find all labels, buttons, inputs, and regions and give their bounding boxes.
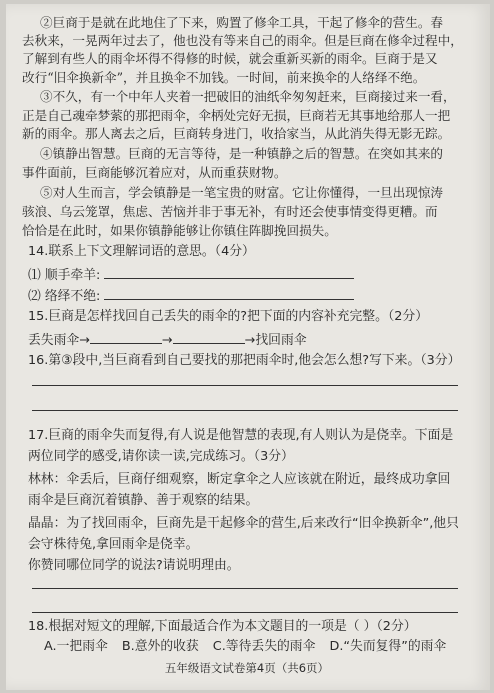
question-14: 14.联系上下文理解词语的意思。（4分）: [28, 244, 255, 259]
passage-line: ②巨商于是就在此地住了下来，购置了修伞工具，干起了修伞的营生。春: [40, 15, 443, 30]
question-17-prompt: 你赞同哪位同学的说法?请说明理由。: [28, 558, 240, 573]
answer-blank[interactable]: [104, 265, 354, 279]
passage-line: 新的雨伞。那人离去之后，巨商转身进门，收拾家当，从此消失得无影无踪。: [22, 126, 451, 141]
chain-end: →找回雨伞: [244, 333, 307, 348]
option-b[interactable]: B.意外的收获: [121, 639, 199, 654]
question-14-item-1: [28, 265, 480, 284]
passage-line: 骇浪、乌云笼罩，焦虑、苦恼并非于事无补，有时还会使事情变得更糟。而: [22, 204, 438, 219]
passage-line: 正是自己魂牵梦萦的那把雨伞，伞柄处完好无损，巨商若无其事地给那人一把: [22, 108, 451, 123]
question-16: 16.第③段中,当巨商看到自己要找的那把雨伞时,他会怎么想?写下来。（3分）: [28, 353, 461, 368]
option-a[interactable]: A.一把雨伞: [44, 639, 108, 654]
passage-line: 去秋来，一晃两年过去了，他也没有等来自己的雨伞。但是巨商在修伞过程中，: [22, 33, 463, 48]
passage-line: 了解到有些人的雨伞坏得不得修的时候，就会重新买新的雨伞。巨商于是又: [22, 51, 438, 66]
answer-blank[interactable]: [90, 330, 162, 344]
chain-start: 丢失雨伞→: [28, 333, 90, 348]
answer-blank[interactable]: [104, 286, 354, 300]
jingjing-opinion: 会守株待兔,拿回雨伞是侥幸。: [28, 537, 199, 552]
answer-line[interactable]: [32, 410, 458, 411]
option-d[interactable]: D.“失而复得”的雨伞: [329, 639, 447, 654]
term-label: ⑵ 络绎不绝:: [28, 289, 101, 304]
question-14-item-2: [28, 286, 480, 305]
term-label: ⑴ 顺手牵羊:: [28, 268, 101, 283]
answer-blank[interactable]: [173, 330, 245, 344]
question-17: 17.巨商的雨伞失而复得,有人说是他智慧的表现,有人则认为是侥幸。下面是: [28, 428, 454, 443]
question-17: 两位同学的感受,请你读一读,完成练习。（3分）: [28, 449, 294, 464]
passage-line: 改行“旧伞换新伞”，并且换伞不加钱。一时间，前来换伞的人络绎不绝。: [22, 70, 426, 85]
question-15-chain: [28, 330, 480, 349]
option-c[interactable]: C.等待丢失的雨伞: [212, 639, 316, 654]
passage-line: ⑤对人生而言，学会镇静是一笔宝贵的财富。它让你懂得，一旦出现惊涛: [40, 185, 443, 200]
answer-line[interactable]: [32, 385, 458, 386]
linlin-opinion: 林林：伞丢后，巨商仔细观察，断定拿伞之人应该就在附近，最终成功拿回: [28, 472, 451, 487]
question-18: 18.根据对短文的理解,下面最适合作为本文题目的一项是（ ）（2分）: [28, 619, 417, 634]
page-footer: 五年级语文试卷第4页（共6页）: [164, 661, 330, 675]
question-18-options: [44, 638, 480, 655]
passage-line: 事件面前，巨商能够沉着应对，从而重获财物。: [22, 165, 287, 180]
chain-arrow: →: [161, 333, 173, 348]
linlin-opinion: 雨伞是巨商沉着镇静、善于观察的结果。: [28, 493, 259, 508]
passage-line: ③不久，有一个中年人夹着一把破旧的油纸伞匆匆赶来，巨商接过来一看，: [40, 89, 456, 104]
question-15: 15.巨商是怎样找回自己丢失的雨伞的?把下面的内容补充完整。（2分）: [28, 309, 428, 324]
answer-line[interactable]: [32, 612, 458, 613]
answer-line[interactable]: [32, 588, 458, 589]
passage-line: 恰恰是在此时，如果你镇静能够让你镇住阵脚挽回损失。: [22, 223, 337, 238]
jingjing-opinion: 晶晶：为了找回雨伞，巨商先是干起修伞的营生,后来改行“旧伞换新伞”,他只: [28, 516, 459, 531]
passage-line: ④镇静出智慧。巨商的无言等待，是一种镇静之后的智慧。在突如其来的: [40, 146, 443, 161]
